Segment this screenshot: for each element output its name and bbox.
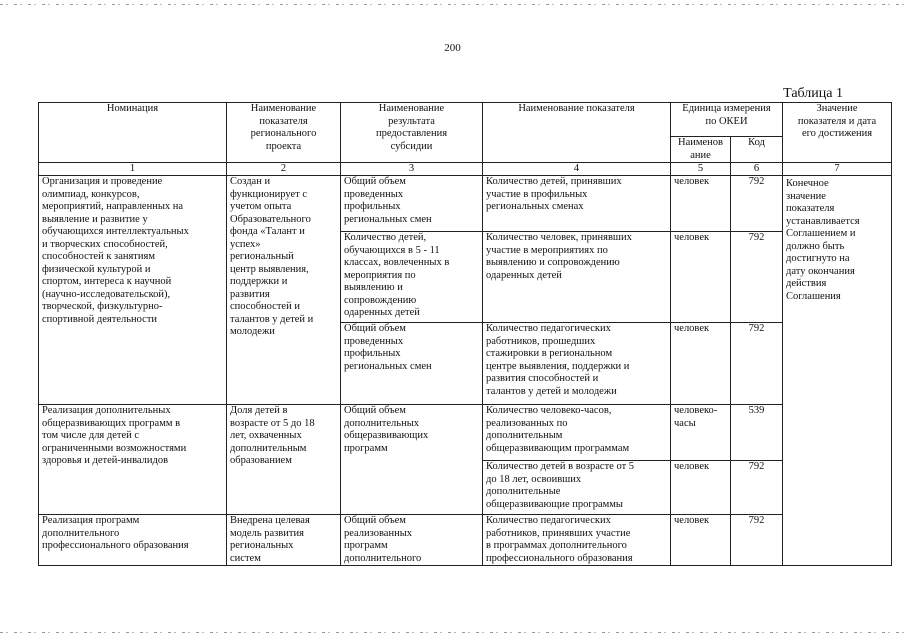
header-unit-name: Наименов ание <box>671 137 731 163</box>
scan-border-bottom <box>0 632 905 633</box>
column-number: 3 <box>341 163 483 176</box>
page-number: 200 <box>444 42 461 54</box>
result-cell: Общий объем проведенных профильных региональных смен <box>341 323 483 405</box>
code-cell: 539 <box>731 405 783 461</box>
result-cell: Общий объем реализованных программ дополнительного <box>341 515 483 566</box>
indicator-cell: Количество детей, принявших участие в профильных региональных сменах <box>483 176 671 232</box>
unit-cell: человек <box>671 323 731 405</box>
table-caption: Таблица 1 <box>783 86 843 101</box>
header-regional-indicator: Наименование показателя регионального проекта <box>227 103 341 163</box>
result-cell: Количество детей, обучающихся в 5 - 11 классах, вовлеченных в мероприятия по выявлению и сопровождению одаренных детей <box>341 232 483 323</box>
indicator-cell: Количество детей в возрасте от 5 до 18 лет, освоивших дополнительные общеразвивающие программы <box>483 461 671 515</box>
regional-indicator-cell: Доля детей в возрасте от 5 до 18 лет, охваченных дополнительным образованием <box>227 405 341 515</box>
column-number: 5 <box>671 163 731 176</box>
code-cell: 792 <box>731 323 783 405</box>
result-cell: Общий объем проведенных профильных региональных смен <box>341 176 483 232</box>
result-cell: Общий объем дополнительных общеразвивающих программ <box>341 405 483 515</box>
nomination-cell: Реализация дополнительных общеразвивающих программ в том числе для детей с ограниченными возможностями здоровья и детей-инвалидов <box>39 405 227 515</box>
column-number: 2 <box>227 163 341 176</box>
scan-border-top <box>0 4 905 5</box>
code-cell: 792 <box>731 232 783 323</box>
column-number: 1 <box>39 163 227 176</box>
nomination-cell: Организация и проведение олимпиад, конкурсов, мероприятий, направленных на выявление и развитие у обучающихся интеллектуальных и творческих способностей, способностей к занятиям физической культурой и спортом, интереса к научной (научно-исследовательской), творческой, физкультурно- спортивной деятельности <box>39 176 227 405</box>
indicator-cell: Количество человеко-часов, реализованных по дополнительным общеразвивающим программам <box>483 405 671 461</box>
column-number: 4 <box>483 163 671 176</box>
header-indicator: Наименование показателя <box>483 103 671 163</box>
regional-indicator-cell: Создан и функционирует с учетом опыта Образовательного фонда «Талант и успех» региональный центр выявления, поддержки и развития способностей и талантов у детей и молодежи <box>227 176 341 405</box>
header-nomination: Номинация <box>39 103 227 163</box>
header-subsidy-result: Наименование результата предоставления субсидии <box>341 103 483 163</box>
indicator-cell: Количество педагогических работников, принявших участие в программах дополнительного профессионального образования <box>483 515 671 566</box>
indicators-table <box>38 102 892 566</box>
header-unit-code: Код <box>731 137 783 163</box>
nomination-cell: Реализация программ дополнительного профессионального образования <box>39 515 227 566</box>
unit-cell: человеко- часы <box>671 405 731 461</box>
unit-cell: человек <box>671 232 731 323</box>
indicator-cell: Количество человек, принявших участие в мероприятиях по выявлению и сопровождению одаренных детей <box>483 232 671 323</box>
column-number: 7 <box>783 163 892 176</box>
header-value: Значение показателя и дата его достижения <box>783 103 892 163</box>
unit-cell: человек <box>671 176 731 232</box>
code-cell: 792 <box>731 515 783 566</box>
code-cell: 792 <box>731 176 783 232</box>
indicator-cell: Количество педагогических работников, прошедших стажировки в региональном центре выявления, поддержки и развития способностей и талантов у детей и молодежи <box>483 323 671 405</box>
column-number: 6 <box>731 163 783 176</box>
value-cell: Конечное значение показателя устанавливается Соглашением и должно быть достигнуто на дату окончания действия Соглашения <box>783 176 892 566</box>
unit-cell: человек <box>671 461 731 515</box>
code-cell: 792 <box>731 461 783 515</box>
regional-indicator-cell: Внедрена целевая модель развития региональных систем <box>227 515 341 566</box>
header-unit-group: Единица измерения по ОКЕИ <box>671 103 783 137</box>
unit-cell: человек <box>671 515 731 566</box>
